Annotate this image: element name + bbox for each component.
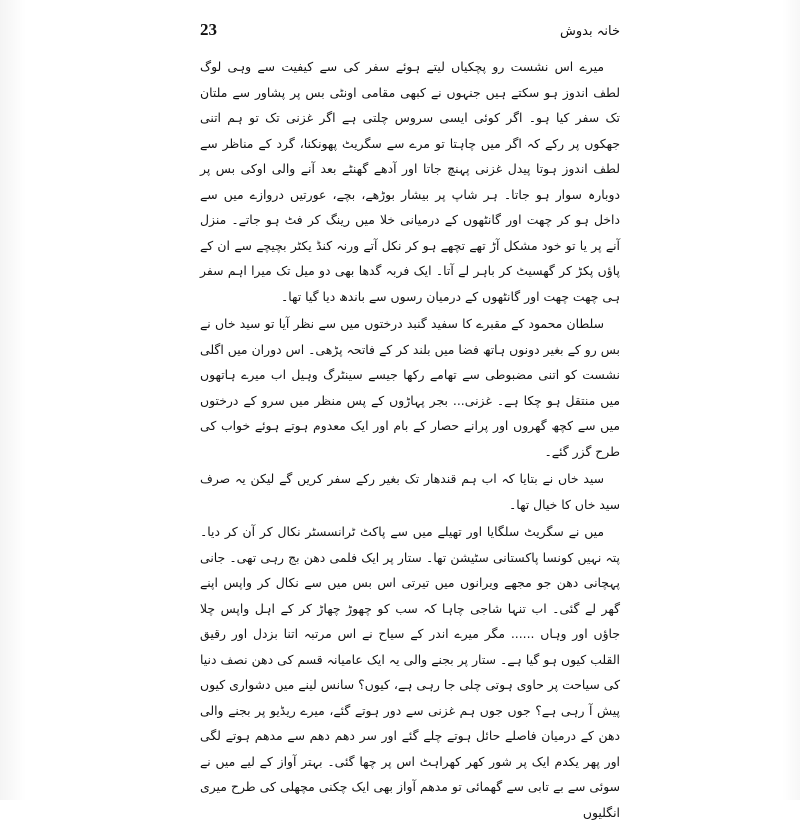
paragraph: میرے اس نشست رو پچکیاں لیتے ہوئے سفر کی سے کیفیت سے وہی لوگ لطف اندوز ہو سکتے ہیں جنہوں نے کبھی مقامی اونٹی بس پر پشاور سے ملتان تک سفر کیا ہو۔ اگر کوئی ایسی سروس چلتی ہے اگر غزنی تک تو ہم اتنی جھکوں پر رکے کہ اگر میں چاہتا تو مرے سے سگریٹ پھونکنا، گرد کے مناظر سے لطف اندوز ہوتا پیدل غزنی پہنچ جاتا اور آدھے گھنٹے بعد آنے والی اوکی بس پر دوبارہ سوار ہو جاتا۔ ہر شاپ پر بیشار بوڑھے، بچے، عورتیں دروازے میں سے داخل ہو کر چھت اور گانٹھوں کے درمیانی خلا میں رینگ کر فٹ ہو جاتے۔ منزل آنے پر یا تو خود مشکل آڑ تھے تچھے ہو کر نکل آتے ورنہ کنڈ یکٹر بچیچے سے ان کے پاؤں پکڑ کر گھسیٹ کر باہر لے آتا۔ ایک فربہ گدھا بھی دو میل تک میرا اہم سفر ہی چھت چھت اور گانٹھوں کے درمیان رسوں سے باندھ دیا گیا تھا۔ (200, 59, 620, 304)
page-number: 23 (200, 20, 217, 39)
paragraph: سلطان محمود کے مقبرے کا سفید گنبد درختوں میں سے نظر آیا تو سید خاں نے بس رو کے بغیر دونوں ہاتھ فضا میں بلند کر کے فاتحہ پڑھی۔ اس دوران میں اگلی نشست کو اتنی مضبوطی سے تھامے رکھا جیسے سینٹرگ وہیل اب میرے ہاتھوں میں منتقل ہو چکا ہے۔ غزنی... بجر پہاڑوں کے پس منظر میں سرو کے درختوں میں سے کچھ گھروں اور پرانے حصار کے بام اور ایک معدوم ہوتے ہوئے خواب کی طرح گزر گئے۔ (200, 316, 620, 459)
paragraph: سید خاں نے بتایا کہ اب ہم قندھار تک بغیر رکے سفر کریں گے لیکن یہ صرف سید خاں کا خیال تھا۔ (200, 471, 620, 512)
paragraph: میں نے سگریٹ سلگایا اور تھیلے میں سے پاکٹ ٹرانسسٹر نکال کر آن کر دیا۔ پتہ نہیں کونسا پاکستانی سٹیشن تھا۔ ستار پر ایک فلمی دھن بج رہی تھی۔ جانی پہچانی دھن جو مجھے ویرانوں میں تیرتی اس بس میں سے نکال کر واپس اپنے گھر لے گئی۔ اب تنہا شاجی چاہا کہ سب کو چھوڑ چھاڑ کر کے اہل واپس چلا جاؤں اور وہاں ...... مگر میرے اندر کے سیاح نے اس مرتبہ اتنا بزدل اور رقیق القلب کیوں ہو گیا ہے۔ ستار پر بجنے والی یہ ایک عامیانہ قسم کی دھن نصف دنیا کی سیاحت پر حاوی ہوتی چلی جا رہی ہے، کیوں؟ سانس لینے میں دشواری کیوں پیش آ رہی ہے؟ جوں جوں ہم غزنی سے دور ہوتے گئے، میرے ریڈیو پر بجنے والی دھن کے درمیان فاصلے حائل ہوتے چلے گئے اور سر دھم دھم سے مدھم ہوتے لگی اور پھر یکدم ایک پر شور کھر کھراہٹ اس پر چھا گئی۔ بہتر آواز کے لیے میں نے سوئی سے بے تابی سے گھمائی تو مدھم آواز بھی ایک چکنی مچھلی کی طرح میری انگلیوں (200, 524, 620, 820)
page-edge-shadow (782, 0, 800, 800)
page-content (200, 20, 620, 820)
page-header (200, 20, 620, 40)
book-title: خانہ بدوش (560, 24, 620, 39)
page-body (200, 54, 620, 825)
spine-shadow (0, 0, 26, 800)
